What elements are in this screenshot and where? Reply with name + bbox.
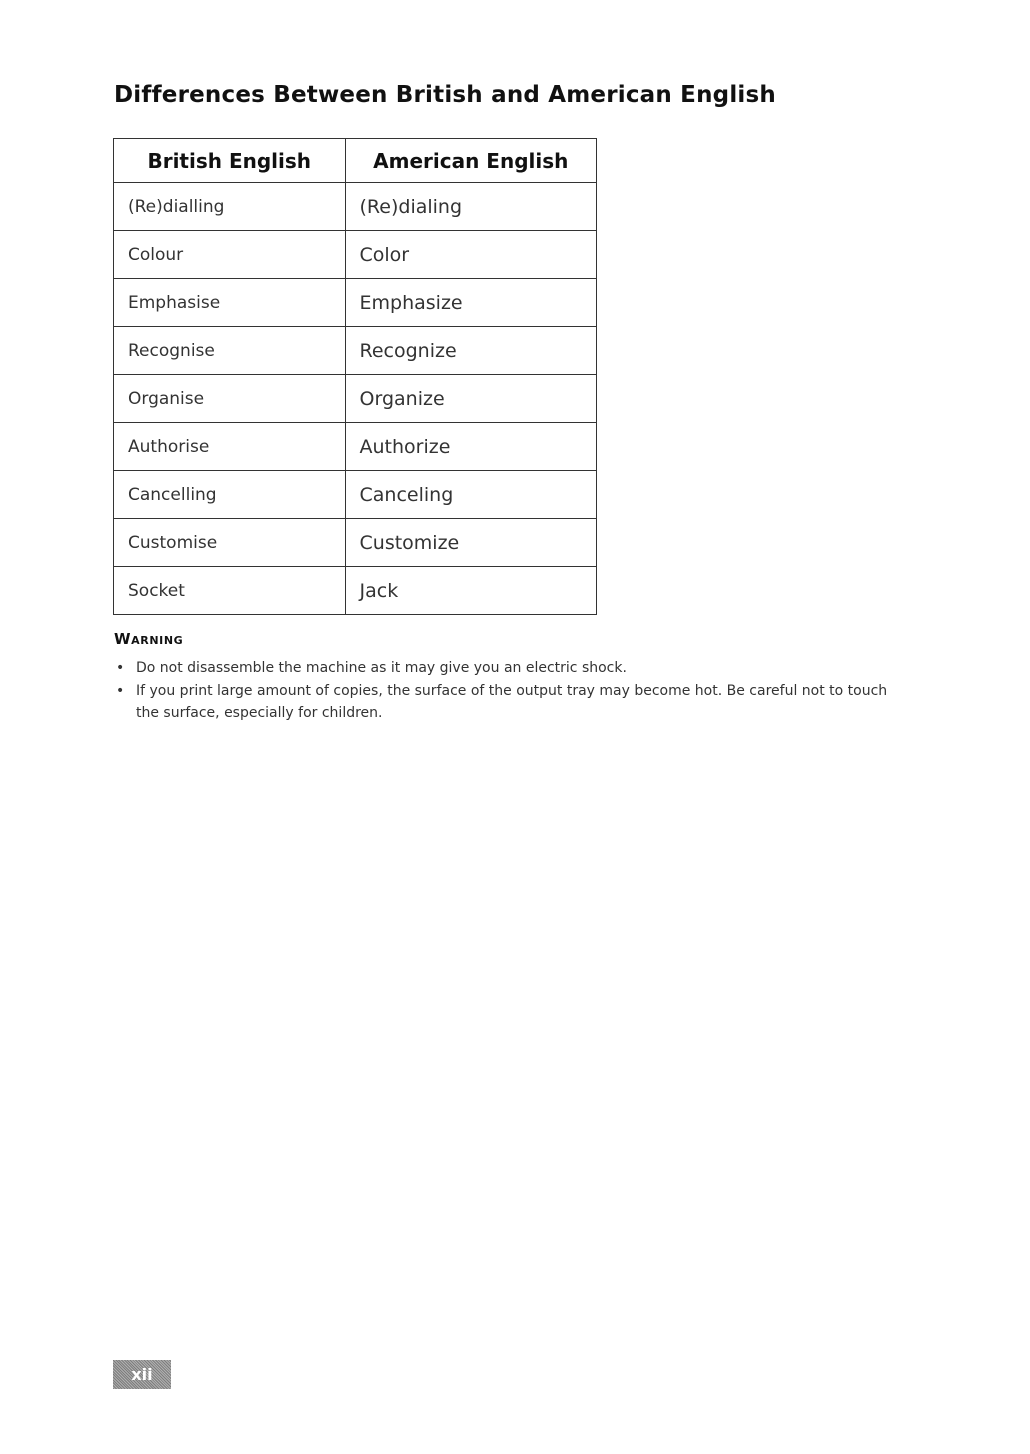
british-term: Emphasise — [114, 279, 346, 327]
warning-list — [114, 657, 914, 725]
warning-text: Do not disassemble the machine as it may give you an electric shock. — [136, 660, 627, 676]
american-term: Customize — [345, 519, 596, 567]
american-term: (Re)dialing — [345, 183, 596, 231]
warning-item — [114, 657, 914, 679]
warning-heading: Warning — [114, 630, 184, 648]
table-row — [114, 231, 597, 279]
warning-item — [114, 680, 914, 724]
british-term: (Re)dialling — [114, 183, 346, 231]
british-term: Recognise — [114, 327, 346, 375]
page-number: xii — [113, 1360, 171, 1389]
british-term: Socket — [114, 567, 346, 615]
page-title: Differences Between British and American English — [114, 82, 776, 108]
bullet-icon: • — [116, 683, 125, 699]
table-row — [114, 327, 597, 375]
table-row — [114, 183, 597, 231]
british-term: Organise — [114, 375, 346, 423]
american-term: Authorize — [345, 423, 596, 471]
table-row — [114, 471, 597, 519]
warning-text: If you print large amount of copies, the surface of the output tray may become hot. Be careful not to touch the surface, especially for children. — [136, 683, 888, 721]
american-term: Color — [345, 231, 596, 279]
table-header-row — [114, 139, 597, 183]
table-row — [114, 567, 597, 615]
table-row — [114, 279, 597, 327]
column-header-british: British English — [114, 139, 346, 183]
american-term: Organize — [345, 375, 596, 423]
british-term: Customise — [114, 519, 346, 567]
british-term: Authorise — [114, 423, 346, 471]
spelling-differences-table — [113, 138, 597, 615]
american-term: Recognize — [345, 327, 596, 375]
american-term: Jack — [345, 567, 596, 615]
bullet-icon: • — [116, 660, 125, 676]
table-row — [114, 519, 597, 567]
american-term: Emphasize — [345, 279, 596, 327]
column-header-american: American English — [345, 139, 596, 183]
table-row — [114, 423, 597, 471]
british-term: Cancelling — [114, 471, 346, 519]
british-term: Colour — [114, 231, 346, 279]
american-term: Canceling — [345, 471, 596, 519]
table-row — [114, 375, 597, 423]
